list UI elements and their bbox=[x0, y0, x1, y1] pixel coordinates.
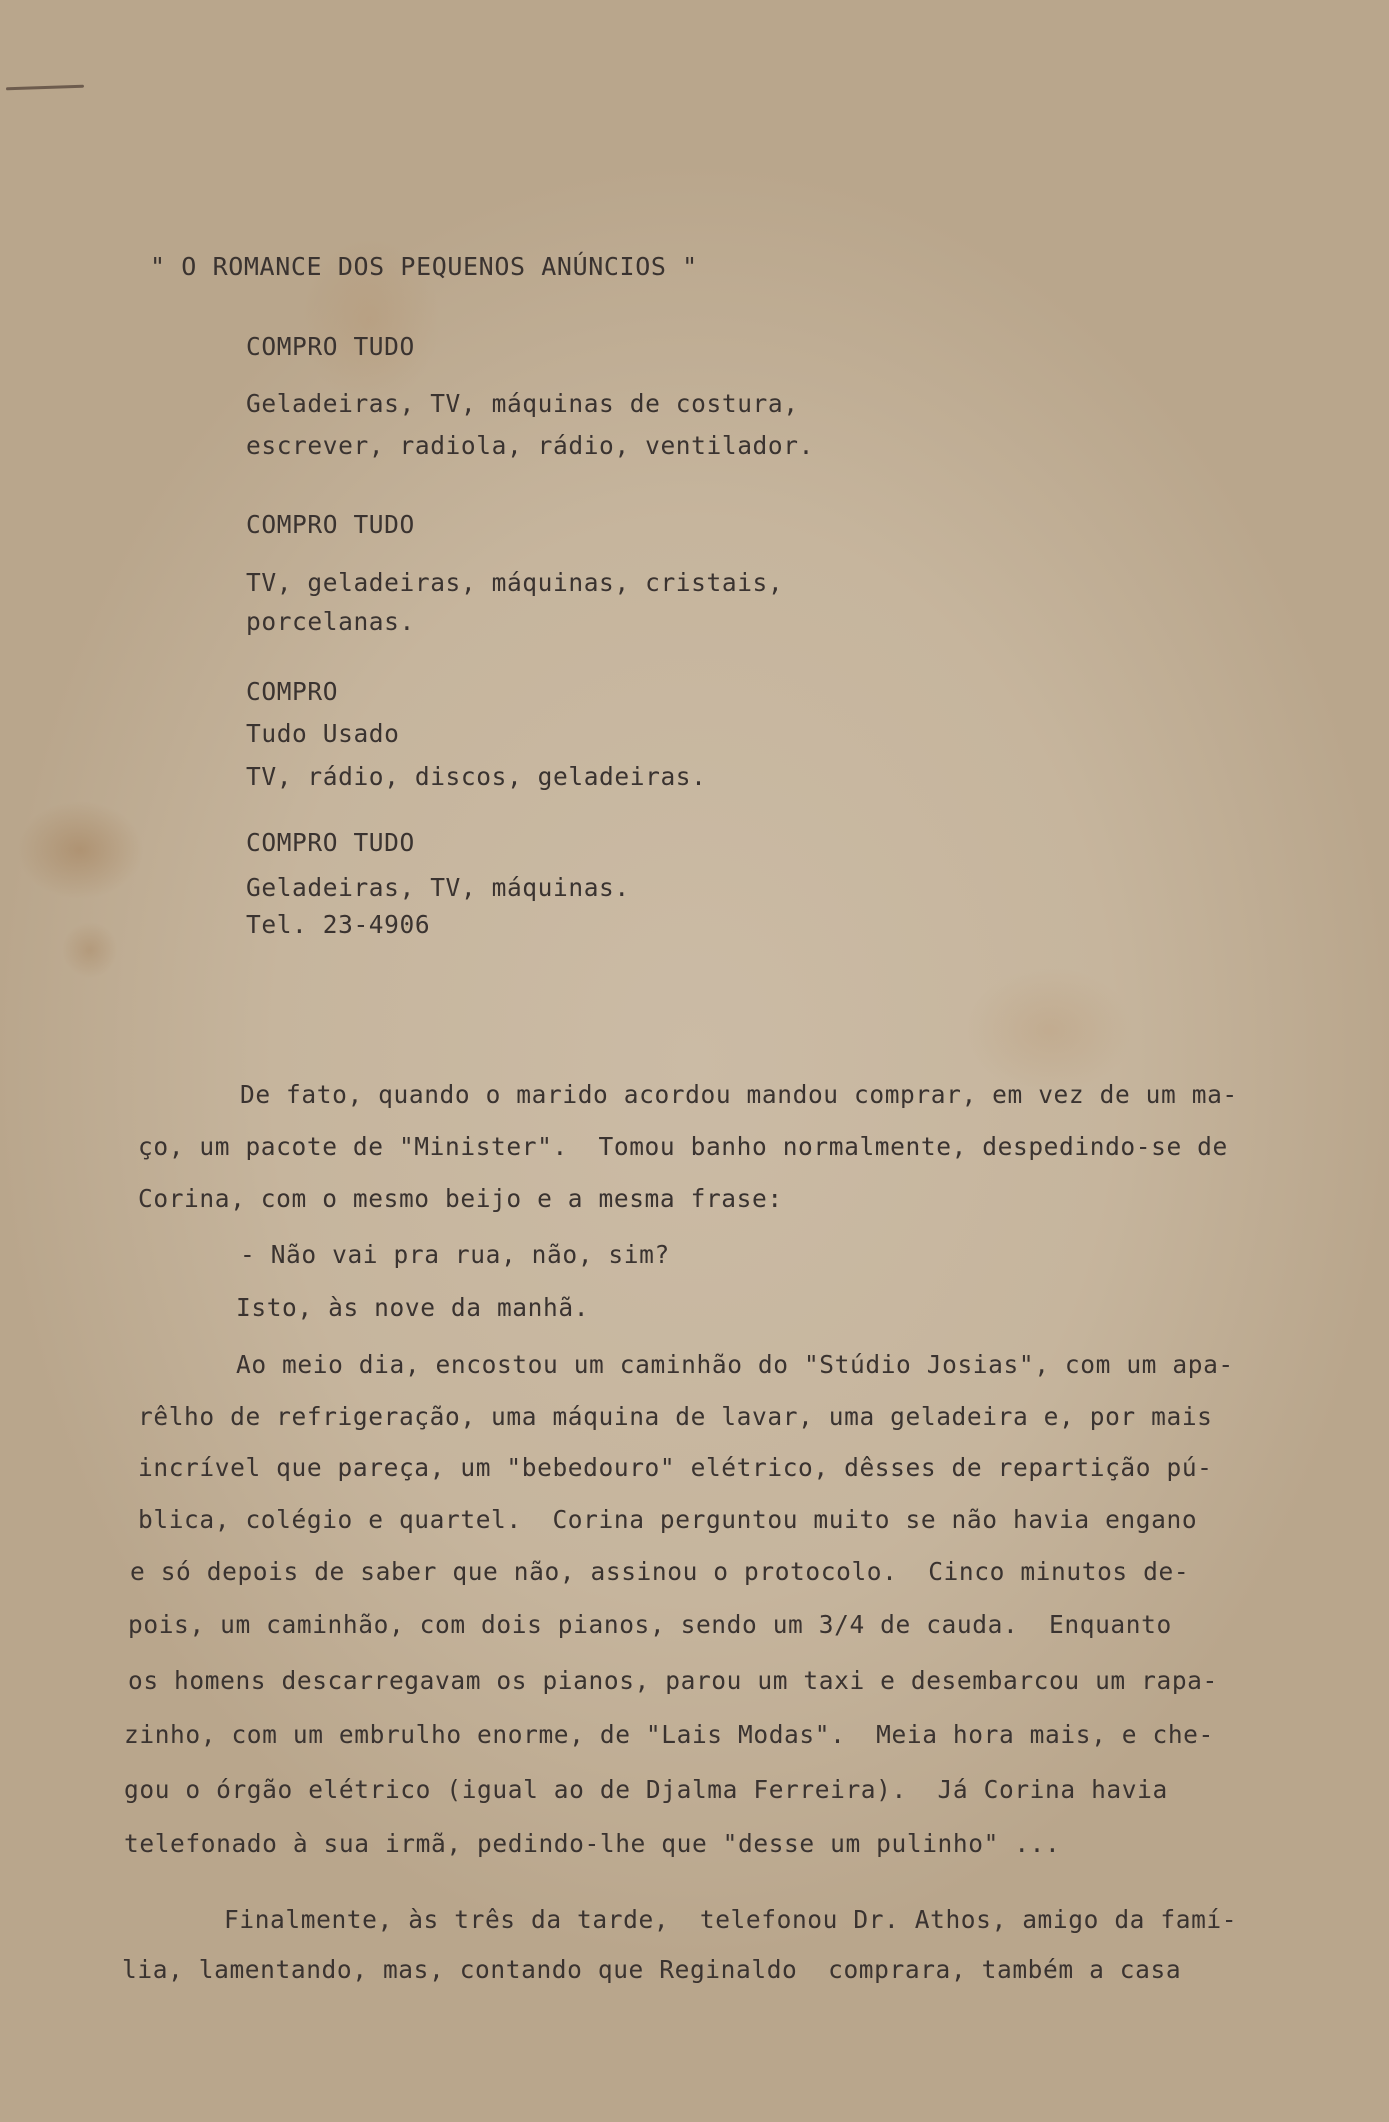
body-line: De fato, quando o marido acordou mandou comprar, em vez de um ma- bbox=[240, 1080, 1238, 1109]
body-line: blica, colégio e quartel. Corina perguntou muito se não havia engano bbox=[138, 1505, 1198, 1534]
body-line: telefonado à sua irmã, pedindo-lhe que "desse um pulinho" ... bbox=[124, 1829, 1061, 1858]
body-line: Ao meio dia, encostou um caminhão do "Stúdio Josias", com um apa- bbox=[236, 1350, 1234, 1379]
body-line: ço, um pacote de "Minister". Tomou banho normalmente, despedindo-se de bbox=[138, 1132, 1228, 1161]
body-line: lia, lamentando, mas, contando que Reginaldo comprara, também a casa bbox=[122, 1955, 1182, 1984]
body-dialogue-line: - Não vai pra rua, não, sim? bbox=[240, 1240, 670, 1269]
body-line: gou o órgão elétrico (igual ao de Djalma Ferreira). Já Corina havia bbox=[124, 1775, 1168, 1804]
ad-1-line: Geladeiras, TV, máquinas de costura, bbox=[246, 389, 799, 418]
body-line: os homens descarregavam os pianos, parou um taxi e desembarcou um rapa- bbox=[128, 1666, 1218, 1695]
body-line: rêlho de refrigeração, uma máquina de lavar, uma geladeira e, por mais bbox=[138, 1402, 1213, 1431]
body-line: Finalmente, às três da tarde, telefonou Dr. Athos, amigo da famí- bbox=[224, 1905, 1238, 1934]
body-line: e só depois de saber que não, assinou o protocolo. Cinco minutos de- bbox=[130, 1557, 1190, 1586]
ink-mark bbox=[6, 85, 84, 91]
ad-4-phone: Tel. 23-4906 bbox=[246, 910, 431, 939]
body-line: zinho, com um embrulho enorme, de "Lais Modas". Meia hora mais, e che- bbox=[124, 1720, 1214, 1749]
body-line: Corina, com o mesmo beijo e a mesma frase: bbox=[138, 1184, 783, 1213]
ad-3-line: TV, rádio, discos, geladeiras. bbox=[246, 762, 707, 791]
ad-4-heading: COMPRO TUDO bbox=[246, 828, 415, 857]
ad-3-heading: COMPRO bbox=[246, 677, 339, 706]
ad-2-line: TV, geladeiras, máquinas, cristais, bbox=[246, 568, 784, 597]
ad-1-line: escrever, radiola, rádio, ventilador. bbox=[246, 431, 814, 460]
ad-2-heading: COMPRO TUDO bbox=[246, 510, 415, 539]
ad-1-heading: COMPRO TUDO bbox=[246, 332, 415, 361]
ad-3-line: Tudo Usado bbox=[246, 719, 400, 748]
body-line: Isto, às nove da manhã. bbox=[236, 1293, 590, 1322]
body-line: incrível que pareça, um "bebedouro" elétrico, dêsses de repartição pú- bbox=[138, 1453, 1213, 1482]
ad-2-line: porcelanas. bbox=[246, 607, 415, 636]
ad-4-line: Geladeiras, TV, máquinas. bbox=[246, 873, 630, 902]
document-title: " O ROMANCE DOS PEQUENOS ANÚNCIOS " bbox=[150, 252, 698, 281]
body-line: pois, um caminhão, com dois pianos, sendo um 3/4 de cauda. Enquanto bbox=[128, 1610, 1172, 1639]
